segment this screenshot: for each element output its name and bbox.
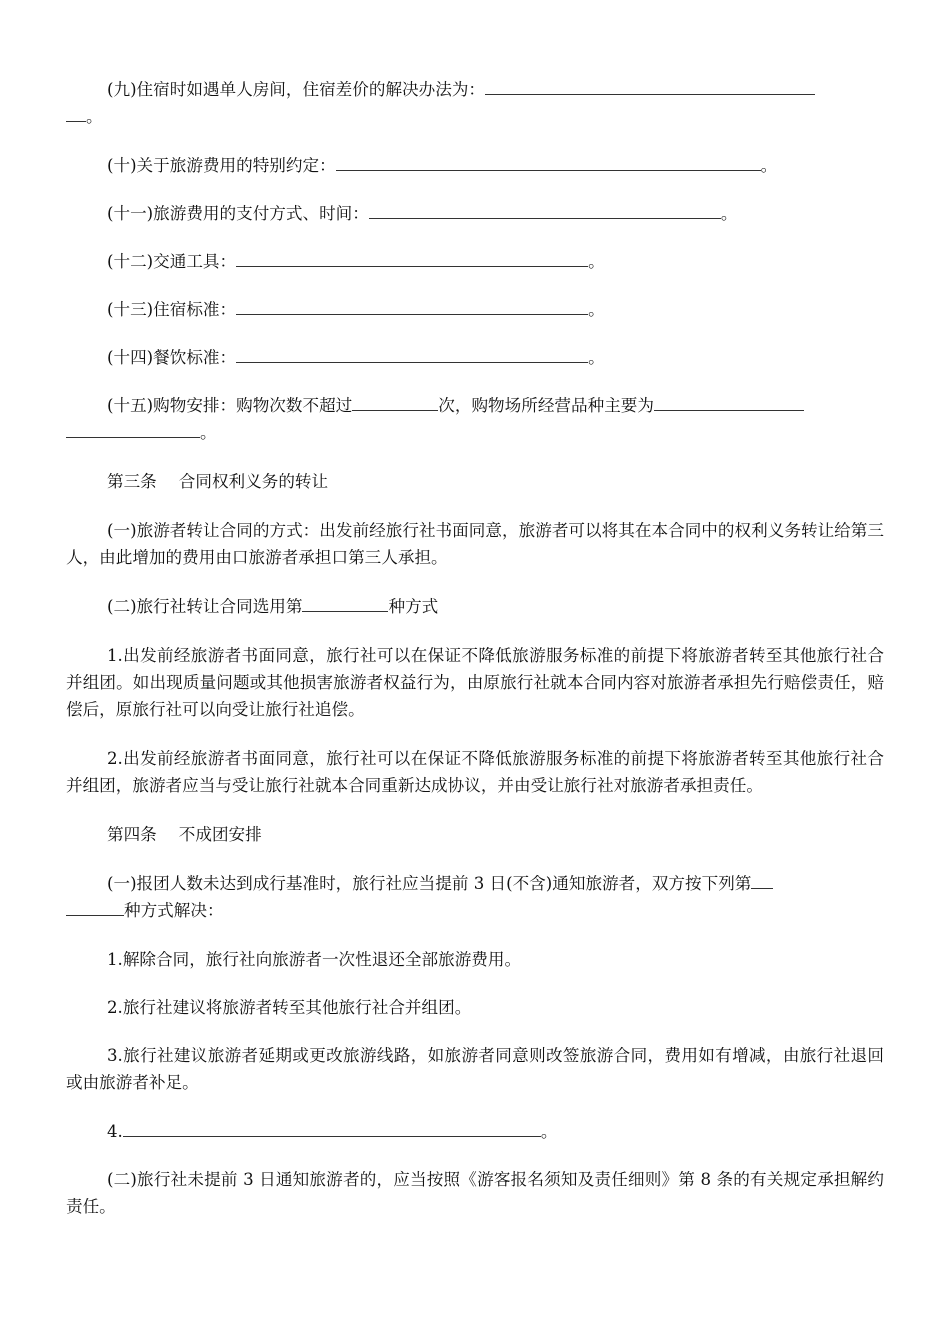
article-3-item-1: (一)旅游者转让合同的方式：出发前经旅行社书面同意，旅游者可以将其在本合同中的权利义务转让给第三人，由此增加的费用由口旅游者承担口第三人承担。	[66, 521, 884, 567]
clause-12-blank[interactable]	[236, 251, 588, 267]
clause-14-end: 。	[588, 348, 605, 367]
article-3-subtitle: 合同权利义务的转让	[178, 472, 329, 491]
clause-14-label: (十四)餐饮标准：	[107, 348, 237, 367]
article-4-item-2: (二)旅行社未提前 3 日通知旅游者的，应当按照《游客报名须知及责任细则》第 8 条的有关规定承担解约责任。	[66, 1170, 884, 1216]
article-4-option-4-end: 。	[540, 1122, 558, 1141]
article-4-heading	[66, 821, 884, 848]
clause-10-blank[interactable]	[336, 155, 761, 171]
clause-11-end: 。	[720, 204, 738, 223]
article-4-option-4	[66, 1118, 884, 1145]
clause-12-label: (十二)交通工具：	[107, 252, 237, 271]
article-3-item-2-label: (二)旅行社转让合同选用第	[107, 597, 303, 616]
clause-11-label: (十一)旅游费用的支付方式、时间：	[107, 204, 369, 223]
article-4-option-4-blank[interactable]	[123, 1121, 541, 1137]
article-4-option-1: 1.解除合同，旅行社向旅游者一次性退还全部旅游费用。	[107, 950, 522, 969]
clause-15	[66, 392, 884, 446]
clause-15-mid: 次，购物场所经营品种主要为	[438, 396, 654, 415]
article-4-title: 第四条	[107, 825, 157, 844]
clause-13-blank[interactable]	[236, 299, 588, 315]
clause-10	[66, 152, 884, 179]
article-3-heading	[66, 468, 884, 495]
clause-12-end: 。	[588, 252, 605, 271]
article-4-option-3: 3.旅行社建议旅游者延期或更改旅游线路，如旅游者同意则改签旅游合同，费用如有增减，由旅行社退回或由旅游者补足。	[66, 1046, 884, 1092]
clause-15-label: (十五)购物安排：购物次数不超过	[107, 396, 353, 415]
clause-9-blank-b[interactable]	[66, 106, 86, 122]
article-3-item-2	[66, 593, 884, 620]
clause-15-end: 。	[200, 423, 217, 442]
article-4-item-1-end: 种方式解决：	[124, 901, 224, 920]
article-4-item-1	[66, 870, 884, 924]
clause-15-blank-count[interactable]	[352, 395, 438, 411]
clause-11-blank[interactable]	[369, 203, 721, 219]
article-3-option-2: 2.出发前经旅游者书面同意，旅行社可以在保证不降低旅游服务标准的前提下将旅游者转至其他旅行社合并组团，旅游者应当与受让旅行社就本合同重新达成协议，并由受让旅行社对旅游者承担责任。	[66, 749, 884, 795]
clause-12	[66, 248, 884, 275]
article-4-item-1-blank-b[interactable]	[66, 900, 124, 916]
clause-13	[66, 296, 884, 323]
clause-14-blank[interactable]	[236, 347, 588, 363]
clause-14	[66, 344, 884, 371]
clause-9-blank-a[interactable]	[485, 79, 815, 95]
document-page	[66, 76, 884, 1242]
article-4-item-1-blank-a[interactable]	[751, 873, 773, 889]
clause-15-blank-b[interactable]	[66, 422, 200, 438]
clause-9-label: (九)住宿时如遇单人房间，住宿差价的解决办法为：	[107, 80, 486, 99]
clause-10-end: 。	[760, 156, 778, 175]
article-4-subtitle: 不成团安排	[178, 825, 262, 844]
clause-10-label: (十)关于旅游费用的特别约定：	[107, 156, 336, 175]
article-4-item-1-label: (一)报团人数未达到成行基准时，旅行社应当提前 3 日(不含)通知旅游者，双方按下列第	[107, 874, 752, 893]
clause-11	[66, 200, 884, 227]
clause-15-blank-a[interactable]	[654, 395, 804, 411]
clause-13-end: 。	[588, 300, 605, 319]
clause-9-end: 。	[86, 107, 103, 126]
article-3-option-1: 1.出发前经旅游者书面同意，旅行社可以在保证不降低旅游服务标准的前提下将旅游者转至其他旅行社合并组团。如出现质量问题或其他损害旅游者权益行为，由原旅行社就本合同内容对旅游者承担先行赔偿责任，赔偿后，原旅行社可以向受让旅行社追偿。	[66, 646, 884, 719]
clause-13-label: (十三)住宿标准：	[107, 300, 237, 319]
article-3-title: 第三条	[107, 472, 157, 491]
article-3-item-2-blank[interactable]	[302, 596, 388, 612]
article-4-option-2: 2.旅行社建议将旅游者转至其他旅行社合并组团。	[107, 998, 472, 1017]
clause-9	[66, 76, 884, 130]
article-3-item-2-end: 种方式	[388, 597, 439, 616]
article-4-option-4-label: 4.	[107, 1122, 123, 1141]
